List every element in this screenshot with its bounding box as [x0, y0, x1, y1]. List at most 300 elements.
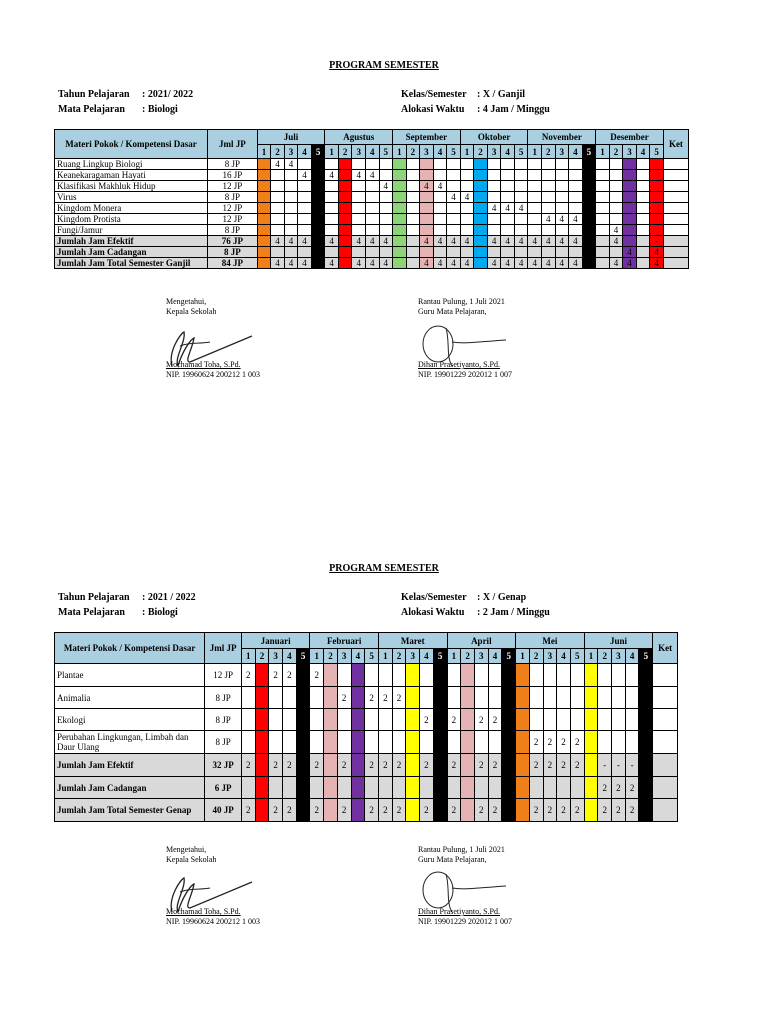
total-row — [55, 754, 678, 777]
week-cell — [283, 687, 297, 709]
week-cell: 4 — [298, 258, 312, 269]
week-cell — [351, 687, 365, 709]
week-cell — [542, 247, 556, 258]
week-cell — [283, 709, 297, 731]
header-month: April — [447, 633, 516, 649]
week-cell — [433, 225, 447, 236]
week-cell — [639, 664, 653, 687]
ket-cell — [653, 799, 678, 822]
week-cell — [474, 687, 488, 709]
week-cell — [325, 214, 339, 225]
week-cell — [598, 731, 612, 754]
week-cell — [324, 687, 338, 709]
jp-cell: 8 JP — [208, 225, 258, 236]
week-cell — [474, 777, 488, 799]
materi-cell: Fungi/Jamur — [55, 225, 208, 236]
week-cell — [474, 181, 488, 192]
materi-cell: Perubahan Lingkungan, Limbah dan Daur Ulang — [55, 731, 205, 754]
week-cell: 4 — [623, 247, 637, 258]
week-cell — [570, 777, 584, 799]
week-cell: 2 — [310, 664, 324, 687]
week-cell — [623, 225, 637, 236]
sign-left — [166, 297, 216, 317]
week-cell — [596, 247, 610, 258]
page-title: PROGRAM SEMESTER — [329, 60, 439, 71]
week-cell — [623, 203, 637, 214]
week-cell — [639, 709, 653, 731]
week-cell: 2 — [420, 709, 434, 731]
week-cell — [296, 799, 310, 822]
week-cell — [460, 159, 474, 170]
week-cell — [284, 225, 298, 236]
ket-cell — [653, 777, 678, 799]
week-cell — [584, 664, 598, 687]
week-cell — [393, 170, 407, 181]
header-week: 5 — [365, 649, 379, 664]
week-cell — [365, 664, 379, 687]
header-week: 1 — [460, 145, 474, 159]
week-cell — [584, 687, 598, 709]
week-cell — [325, 159, 339, 170]
header-week: 3 — [555, 145, 569, 159]
guru-name: Dihan Prasetiyanto, S.Pd. — [418, 907, 500, 916]
materi-cell: Ruang Lingkup Biologi — [55, 159, 208, 170]
ket-cell — [653, 709, 678, 731]
week-cell: 4 — [528, 236, 542, 247]
week-cell — [365, 181, 379, 192]
week-cell — [474, 664, 488, 687]
materi-cell: Plantae — [55, 664, 205, 687]
week-cell — [433, 709, 447, 731]
week-cell: 4 — [542, 214, 556, 225]
week-cell — [311, 181, 325, 192]
header-week: 1 — [528, 145, 542, 159]
week-cell: 4 — [514, 203, 528, 214]
week-cell: 2 — [570, 754, 584, 777]
materi-cell: Keanekaragaman Hayati — [55, 170, 208, 181]
week-cell — [625, 709, 639, 731]
week-cell: 4 — [325, 258, 339, 269]
week-cell — [351, 709, 365, 731]
week-cell — [584, 709, 598, 731]
week-cell — [406, 258, 420, 269]
week-cell — [501, 247, 515, 258]
week-cell — [420, 214, 434, 225]
week-cell: 2 — [625, 799, 639, 822]
week-cell — [393, 203, 407, 214]
week-cell: 4 — [271, 236, 285, 247]
week-cell — [298, 159, 312, 170]
week-cell — [338, 203, 352, 214]
week-cell — [257, 225, 271, 236]
week-cell: 2 — [598, 799, 612, 822]
jp-cell: 6 JP — [205, 777, 242, 799]
sign-right-footer — [418, 907, 512, 927]
sign-right-footer — [418, 360, 512, 380]
week-cell — [460, 203, 474, 214]
week-cell: 4 — [609, 236, 623, 247]
week-cell — [271, 247, 285, 258]
week-cell — [269, 687, 283, 709]
week-cell — [555, 225, 569, 236]
week-cell — [392, 709, 406, 731]
week-cell — [582, 159, 596, 170]
week-cell — [352, 225, 366, 236]
week-cell: 4 — [379, 258, 393, 269]
week-cell — [528, 192, 542, 203]
week-cell: 2 — [474, 754, 488, 777]
week-cell — [514, 170, 528, 181]
header-week: 1 — [447, 649, 461, 664]
week-cell: 4 — [650, 258, 664, 269]
week-cell — [582, 214, 596, 225]
header-week: 4 — [433, 145, 447, 159]
week-cell: 2 — [365, 799, 379, 822]
week-cell — [487, 170, 501, 181]
week-cell: 4 — [623, 258, 637, 269]
week-cell — [447, 247, 461, 258]
header-week: 2 — [598, 649, 612, 664]
week-cell — [529, 709, 543, 731]
week-cell: 2 — [474, 799, 488, 822]
header-week: 2 — [529, 649, 543, 664]
week-cell: 2 — [378, 687, 392, 709]
week-cell — [569, 192, 583, 203]
week-cell — [351, 731, 365, 754]
week-cell — [269, 709, 283, 731]
week-cell: 4 — [650, 247, 664, 258]
materi-cell: Jumlah Jam Efektif — [55, 754, 205, 777]
week-cell — [298, 247, 312, 258]
header-week: 3 — [487, 145, 501, 159]
week-cell — [502, 754, 516, 777]
week-cell — [393, 258, 407, 269]
materi-cell: Kingdom Protista — [55, 214, 208, 225]
week-cell — [283, 777, 297, 799]
header-week: 5 — [379, 145, 393, 159]
week-cell — [460, 225, 474, 236]
program-semester-table — [54, 632, 678, 822]
week-cell — [474, 258, 488, 269]
week-cell: 4 — [433, 236, 447, 247]
week-cell — [365, 731, 379, 754]
week-cell: 2 — [378, 754, 392, 777]
page-title: PROGRAM SEMESTER — [329, 563, 439, 574]
total-row — [55, 247, 689, 258]
week-cell — [311, 170, 325, 181]
header-month: Oktober — [460, 130, 528, 145]
header-week: 4 — [636, 145, 650, 159]
header-week: 5 — [570, 649, 584, 664]
week-cell — [584, 731, 598, 754]
week-cell — [487, 159, 501, 170]
week-cell — [433, 192, 447, 203]
week-cell — [474, 225, 488, 236]
table-row — [55, 709, 678, 731]
week-cell: 4 — [582, 258, 596, 269]
week-cell — [612, 687, 626, 709]
sign-right-line2: Guru Mata Pelajaran, — [418, 307, 487, 316]
week-cell — [474, 236, 488, 247]
week-cell: - — [612, 754, 626, 777]
week-cell — [352, 159, 366, 170]
week-cell — [650, 159, 664, 170]
week-cell — [596, 159, 610, 170]
table-row — [55, 225, 689, 236]
week-cell — [365, 214, 379, 225]
header-week: 2 — [392, 649, 406, 664]
week-cell — [639, 777, 653, 799]
week-cell: 4 — [501, 203, 515, 214]
week-cell — [542, 203, 556, 214]
week-cell — [351, 754, 365, 777]
jp-cell: 12 JP — [208, 181, 258, 192]
week-cell — [311, 159, 325, 170]
week-cell — [406, 731, 420, 754]
week-cell — [406, 225, 420, 236]
week-cell — [569, 225, 583, 236]
week-cell — [420, 777, 434, 799]
week-cell — [420, 664, 434, 687]
week-cell — [337, 777, 351, 799]
header-week: 5 — [296, 649, 310, 664]
program-semester-table — [54, 129, 689, 269]
week-cell — [271, 192, 285, 203]
week-cell — [460, 214, 474, 225]
total-row — [55, 777, 678, 799]
kelas-value: : X / Ganjil — [477, 89, 526, 100]
week-cell — [257, 258, 271, 269]
header-week: 3 — [406, 649, 420, 664]
header-week: 3 — [284, 145, 298, 159]
table-row — [55, 192, 689, 203]
week-cell: 4 — [352, 258, 366, 269]
week-cell — [636, 225, 650, 236]
week-cell — [433, 159, 447, 170]
week-cell — [555, 192, 569, 203]
week-cell — [365, 225, 379, 236]
week-cell — [325, 181, 339, 192]
header-week: 1 — [516, 649, 530, 664]
week-cell: 4 — [501, 258, 515, 269]
week-cell: 2 — [420, 799, 434, 822]
week-cell — [542, 192, 556, 203]
week-cell — [378, 731, 392, 754]
tahun-value: : 2021/ 2022 — [142, 89, 194, 100]
week-cell: 2 — [570, 731, 584, 754]
week-cell — [392, 777, 406, 799]
week-cell — [487, 247, 501, 258]
week-cell — [557, 777, 571, 799]
kepala-sekolah-name: Mochamad Toha, S.Pd. — [166, 907, 241, 916]
header-week: 5 — [447, 145, 461, 159]
week-cell — [406, 236, 420, 247]
week-cell — [474, 214, 488, 225]
week-cell — [461, 687, 475, 709]
week-cell — [609, 170, 623, 181]
ket-cell — [663, 258, 688, 269]
week-cell — [255, 687, 269, 709]
total-row — [55, 236, 689, 247]
week-cell — [298, 203, 312, 214]
week-cell — [543, 777, 557, 799]
week-cell — [365, 203, 379, 214]
week-cell — [542, 225, 556, 236]
alokasi-label: Alokasi Waktu — [401, 104, 465, 115]
week-cell: 4 — [582, 225, 596, 236]
week-cell — [487, 214, 501, 225]
week-cell: 4 — [555, 236, 569, 247]
week-cell — [351, 799, 365, 822]
week-cell — [338, 181, 352, 192]
ket-cell — [663, 159, 688, 170]
week-cell: 2 — [310, 799, 324, 822]
week-cell: 2 — [337, 799, 351, 822]
week-cell — [271, 170, 285, 181]
sign-left — [166, 845, 216, 865]
week-cell — [352, 181, 366, 192]
week-cell — [241, 777, 255, 799]
week-cell: 4 — [365, 258, 379, 269]
week-cell — [352, 192, 366, 203]
week-cell — [406, 754, 420, 777]
week-cell — [351, 777, 365, 799]
week-cell — [516, 731, 530, 754]
week-cell — [555, 181, 569, 192]
week-cell — [623, 170, 637, 181]
week-cell: 2 — [365, 754, 379, 777]
jp-cell: 8 JP — [208, 247, 258, 258]
table-row — [55, 214, 689, 225]
week-cell — [420, 159, 434, 170]
week-cell: 4 — [569, 258, 583, 269]
header-materi: Materi Pokok / Kompetensi Dasar — [55, 130, 208, 159]
header-month: Agustus — [325, 130, 393, 145]
table-row — [55, 181, 689, 192]
week-cell — [488, 777, 502, 799]
week-cell — [650, 214, 664, 225]
week-cell — [639, 799, 653, 822]
week-cell: 4 — [352, 236, 366, 247]
week-cell — [623, 181, 637, 192]
week-cell — [257, 192, 271, 203]
week-cell — [461, 664, 475, 687]
week-cell — [406, 192, 420, 203]
week-cell — [625, 687, 639, 709]
week-cell — [406, 159, 420, 170]
week-cell — [406, 170, 420, 181]
week-cell — [516, 687, 530, 709]
week-cell — [378, 664, 392, 687]
week-cell — [284, 170, 298, 181]
week-cell — [514, 214, 528, 225]
week-cell: 2 — [557, 731, 571, 754]
total-row — [55, 799, 678, 822]
week-cell — [570, 687, 584, 709]
week-cell — [612, 731, 626, 754]
week-cell — [461, 731, 475, 754]
week-cell: 4 — [284, 236, 298, 247]
week-cell: 2 — [447, 754, 461, 777]
week-cell: 4 — [447, 192, 461, 203]
week-cell — [365, 777, 379, 799]
week-cell — [474, 192, 488, 203]
week-cell — [378, 709, 392, 731]
week-cell — [639, 754, 653, 777]
week-cell: - — [650, 236, 664, 247]
info-left — [58, 590, 196, 620]
week-cell — [569, 170, 583, 181]
header-month: November — [528, 130, 596, 145]
kepala-sekolah-name: Mochamad Toha, S.Pd. — [166, 360, 241, 369]
week-cell — [447, 203, 461, 214]
week-cell — [255, 777, 269, 799]
week-cell — [516, 709, 530, 731]
header-week: 1 — [325, 145, 339, 159]
week-cell — [501, 181, 515, 192]
week-cell — [542, 159, 556, 170]
jp-cell: 76 JP — [208, 236, 258, 247]
week-cell — [433, 203, 447, 214]
week-cell: 2 — [269, 799, 283, 822]
week-cell: 2 — [283, 754, 297, 777]
week-cell — [584, 799, 598, 822]
week-cell — [311, 247, 325, 258]
table-row — [55, 203, 689, 214]
week-cell — [557, 664, 571, 687]
info-left — [58, 87, 193, 117]
week-cell — [296, 709, 310, 731]
week-cell — [555, 159, 569, 170]
week-cell: 2 — [337, 687, 351, 709]
materi-cell: Animalia — [55, 687, 205, 709]
week-cell — [584, 754, 598, 777]
week-cell — [284, 181, 298, 192]
header-week: 5 — [650, 145, 664, 159]
week-cell — [528, 247, 542, 258]
materi-cell: Jumlah Jam Cadangan — [55, 777, 205, 799]
week-cell — [584, 777, 598, 799]
jp-cell: 40 JP — [205, 799, 242, 822]
header-week: 2 — [542, 145, 556, 159]
week-cell — [379, 214, 393, 225]
mapel-label: Mata Pelajaran — [58, 104, 125, 115]
week-cell: 2 — [241, 754, 255, 777]
week-cell — [636, 258, 650, 269]
header-week: 3 — [474, 649, 488, 664]
week-cell — [351, 664, 365, 687]
alokasi-value: : 2 Jam / Minggu — [477, 607, 550, 618]
week-cell — [393, 236, 407, 247]
week-cell — [257, 203, 271, 214]
week-cell — [598, 664, 612, 687]
week-cell: 2 — [392, 687, 406, 709]
week-cell — [433, 247, 447, 258]
week-cell — [255, 664, 269, 687]
header-week: 1 — [596, 145, 610, 159]
materi-cell: Kingdom Monera — [55, 203, 208, 214]
week-cell — [501, 159, 515, 170]
week-cell — [406, 181, 420, 192]
header-week: 4 — [298, 145, 312, 159]
week-cell — [379, 159, 393, 170]
week-cell: 4 — [460, 236, 474, 247]
tahun-label: Tahun Pelajaran — [58, 89, 130, 100]
week-cell: 4 — [487, 236, 501, 247]
table-row — [55, 664, 678, 687]
week-cell — [298, 192, 312, 203]
header-week: 4 — [625, 649, 639, 664]
